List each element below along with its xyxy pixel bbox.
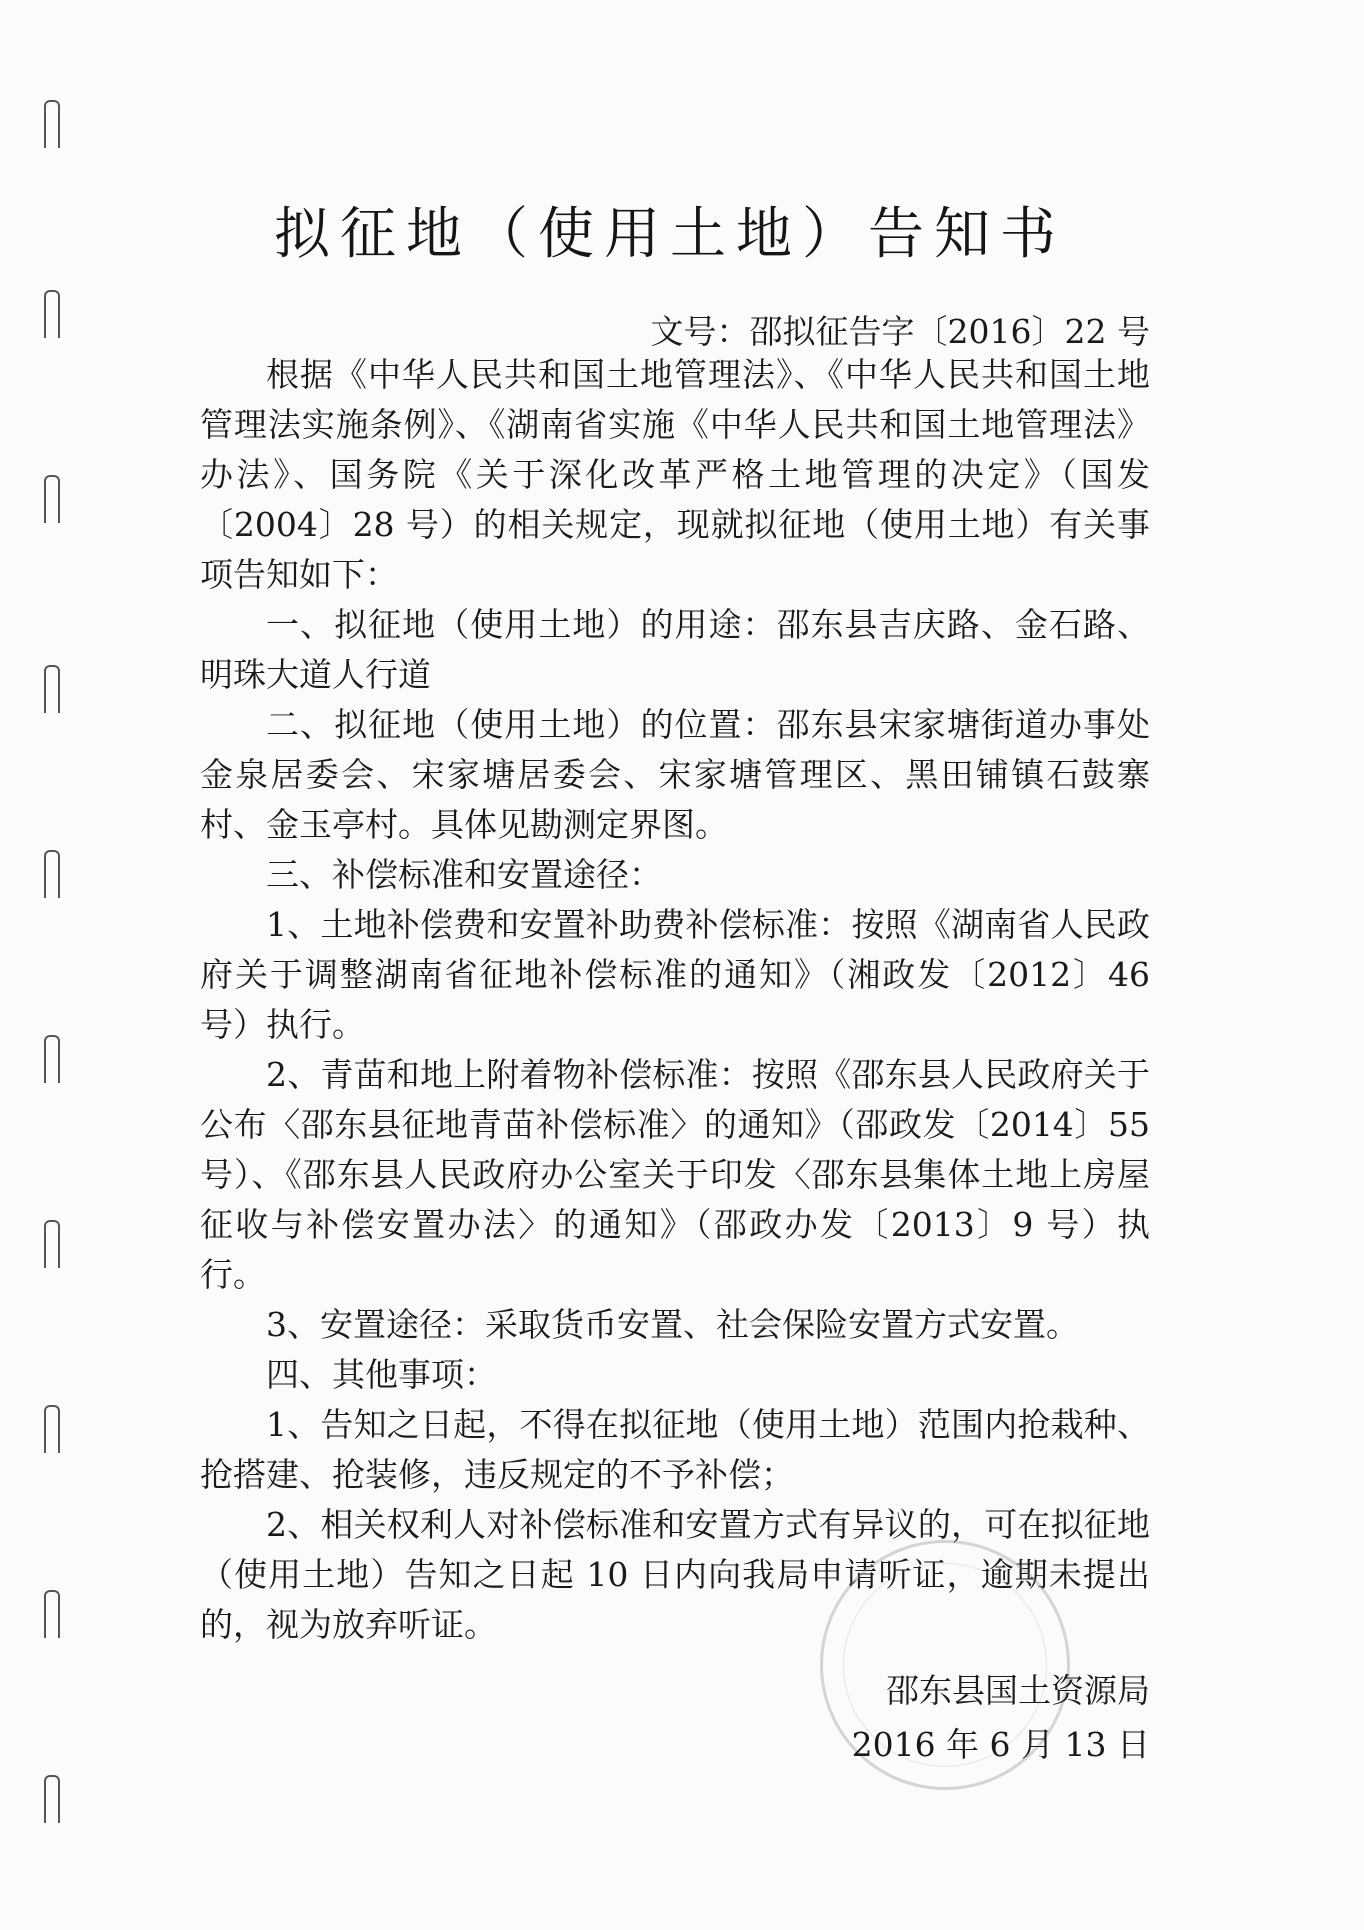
document-body xyxy=(200,350,1150,1650)
binding-mark xyxy=(44,665,60,713)
paragraph-compensation-heading: 三、补偿标准和安置途径： xyxy=(266,855,662,894)
document-title: 拟征地（使用土地）告知书 xyxy=(274,202,1066,267)
binding-mark xyxy=(44,1590,60,1638)
binding-holes xyxy=(30,0,70,1930)
binding-mark xyxy=(44,1220,60,1268)
paragraph-prohibition: 1、告知之日起，不得在拟征地（使用土地）范围内抢栽种、抢搭建、抢装修，违反规定的不予补偿； xyxy=(200,1405,1150,1494)
binding-mark xyxy=(44,1775,60,1823)
binding-mark xyxy=(44,100,60,148)
paragraph-resettlement: 3、安置途径：采取货币安置、社会保险安置方式安置。 xyxy=(266,1305,1079,1344)
binding-mark xyxy=(44,290,60,338)
paragraph-intro: 根据《中华人民共和国土地管理法》、《中华人民共和国土地管理法实施条例》、《湖南省实施《中华人民共和国土地管理法》办法》、国务院《关于深化改革严格土地管理的决定》（国发〔2004〕28 号）的相关规定，现就拟征地（使用土地）有关事项告知如下： xyxy=(200,355,1150,594)
paragraph-other-heading: 四、其他事项： xyxy=(266,1355,497,1394)
binding-mark xyxy=(44,475,60,523)
paragraph-purpose: 一、拟征地（使用土地）的用途：邵东县吉庆路、金石路、明珠大道人行道 xyxy=(200,605,1150,694)
issue-date: 2016 年 6 月 13 日 xyxy=(851,1725,1150,1764)
binding-mark xyxy=(44,1035,60,1083)
signature-block xyxy=(200,1664,1150,1772)
paragraph-location: 二、拟征地（使用土地）的位置：邵东县宋家塘街道办事处金泉居委会、宋家塘居委会、宋家塘管理区、黑田铺镇石鼓寨村、金玉亭村。具体见勘测定界图。 xyxy=(200,705,1150,844)
binding-mark xyxy=(44,850,60,898)
paragraph-hearing: 2、相关权利人对补偿标准和安置方式有异议的，可在拟征地（使用土地）告知之日起 10 日内向我局申请听证，逾期未提出的，视为放弃听证。 xyxy=(200,1505,1150,1644)
binding-mark xyxy=(44,1405,60,1453)
paragraph-crop-compensation: 2、青苗和地上附着物补偿标准：按照《邵东县人民政府关于公布〈邵东县征地青苗补偿标准〉的通知》（邵政发〔2014〕55 号）、《邵东县人民政府办公室关于印发〈邵东县集体土地上房屋征收与补偿安置办法〉的通知》（邵政办发〔2013〕9 号）执行。 xyxy=(200,1055,1150,1294)
paragraph-land-compensation: 1、土地补偿费和安置补助费补偿标准：按照《湖南省人民政府关于调整湖南省征地补偿标准的通知》（湘政发〔2012〕46号）执行。 xyxy=(200,905,1150,1044)
issuer-name: 邵东县国土资源局 xyxy=(886,1671,1150,1710)
document-number: 文号：邵拟征告字〔2016〕22 号 xyxy=(650,312,1150,351)
